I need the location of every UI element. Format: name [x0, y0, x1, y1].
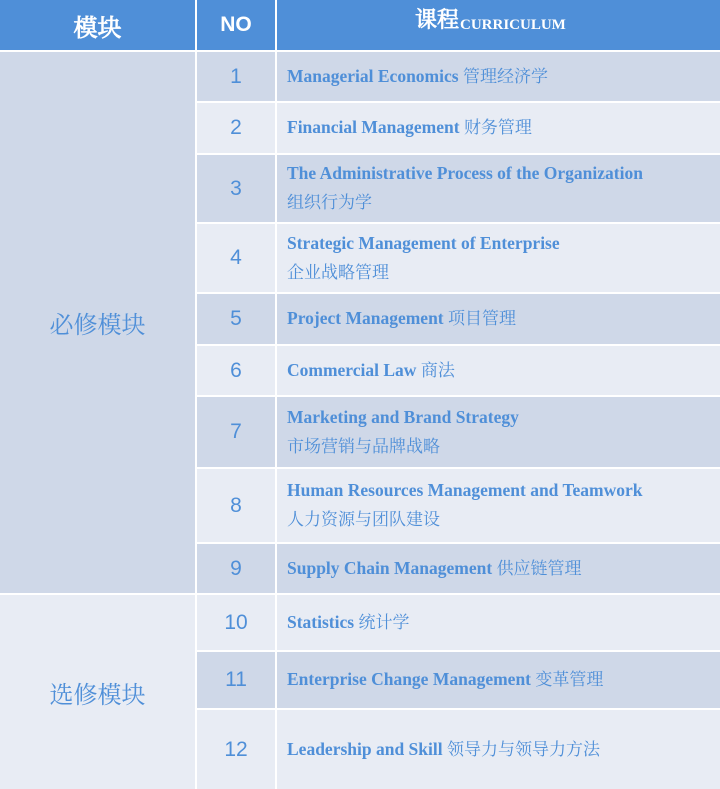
course-cell	[277, 652, 720, 708]
header-no: NO	[197, 0, 275, 50]
header-module: 模块	[0, 0, 195, 50]
course-cell	[277, 595, 720, 650]
course-name-cn: 市场营销与品牌战略	[287, 436, 440, 457]
course-cell	[277, 397, 720, 467]
row-number: 7	[197, 397, 275, 467]
row-number: 10	[197, 595, 275, 650]
course-cell	[277, 103, 720, 153]
row-number: 8	[197, 469, 275, 542]
course-name-en: Commercial Law	[287, 359, 417, 380]
module-required: 必修模块	[0, 52, 195, 593]
row-number: 6	[197, 346, 275, 395]
course-cell	[277, 346, 720, 395]
row-number: 12	[197, 710, 275, 789]
course-name-en: Statistics	[287, 611, 355, 632]
row-number: 11	[197, 652, 275, 708]
header-curriculum	[277, 0, 720, 50]
course-name-cn: 变革管理	[535, 670, 604, 690]
row-number: 9	[197, 544, 275, 593]
course-name-cn: 财务管理	[463, 118, 532, 138]
course-cell	[277, 544, 720, 593]
header-curriculum-cn: 课程	[415, 7, 460, 33]
course-cell	[277, 710, 720, 789]
course-name-cn: 商法	[420, 360, 455, 381]
header-curriculum-en: CURRICULUM	[460, 17, 566, 33]
row-number: 3	[197, 155, 275, 222]
row-number: 5	[197, 294, 275, 344]
course-name-en: The Administrative Process of the Organization	[287, 163, 643, 183]
course-name-en: Project Management	[287, 308, 444, 328]
course-name-en: Supply Chain Management	[287, 557, 493, 578]
course-cell	[277, 469, 720, 542]
course-name-en: Marketing and Brand Strategy	[287, 406, 519, 427]
course-cell	[277, 52, 720, 101]
course-name-cn: 管理经济学	[462, 66, 548, 87]
course-name-en: Managerial Economics	[287, 65, 459, 86]
course-name-cn: 领导力与领导力方法	[447, 739, 600, 760]
course-cell	[277, 294, 720, 344]
row-number: 4	[197, 224, 275, 292]
course-cell	[277, 155, 720, 222]
course-name-en: Human Resources Management and Teamwork	[287, 480, 643, 500]
course-name-cn: 项目管理	[448, 309, 517, 329]
course-name-cn: 企业战略管理	[287, 262, 389, 283]
row-number: 1	[197, 52, 275, 101]
course-name-cn: 人力资源与团队建设	[287, 510, 440, 530]
course-name-cn: 供应链管理	[496, 558, 582, 579]
course-name-en: Financial Management	[287, 117, 460, 137]
course-name-en: Strategic Management of Enterprise	[287, 232, 560, 253]
course-name-cn: 统计学	[358, 612, 410, 633]
row-number: 2	[197, 103, 275, 153]
course-name-en: Enterprise Change Management	[287, 669, 532, 689]
module-elective: 选修模块	[0, 595, 195, 789]
course-name-en: Leadership and Skill	[287, 738, 443, 759]
course-cell	[277, 224, 720, 292]
course-name-cn: 组织行为学	[287, 193, 372, 213]
